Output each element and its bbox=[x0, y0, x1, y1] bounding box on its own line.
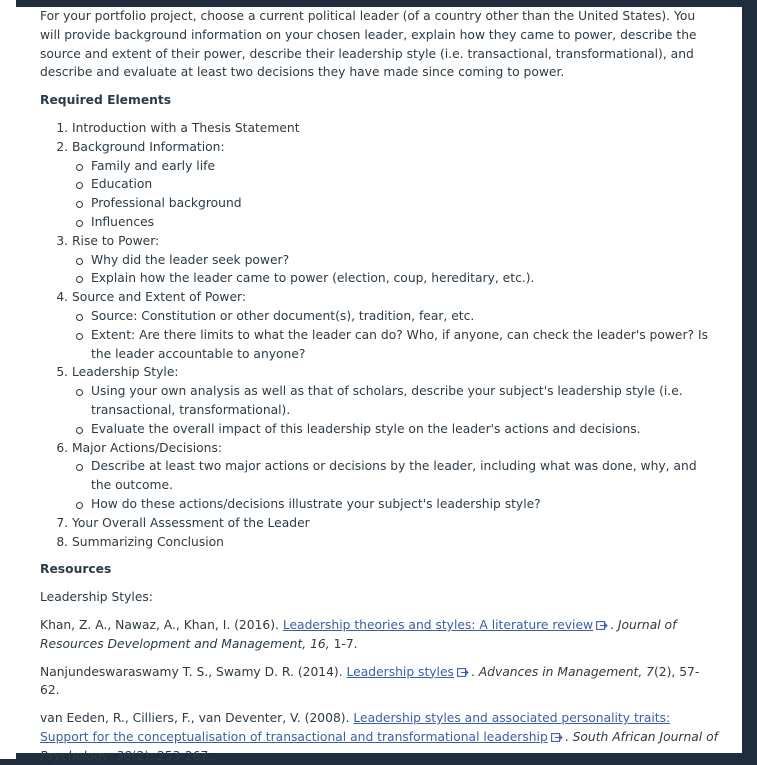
list-item: Extent: Are there limits to what the leader can do? Who, if anyone, can check the leader's power? Is the leader accountable to anyone? bbox=[91, 326, 718, 364]
list-item: 4. Source and Extent of Power: Source: Constitution or other document(s), tradition, fear, etc. Extent: Are there limits to what the leader can do? Who, if anyone, can check the leader's power? Is the leader accountable to anyone? bbox=[72, 288, 718, 363]
reference-khan: Khan, Z. A., Nawaz, A., Khan, I. (2016). Leadership theories and styles: A literature review . Journal of Resources Development and Management, 16, 1-7. bbox=[40, 617, 677, 651]
required-elements-list bbox=[40, 119, 718, 551]
external-link-icon[interactable] bbox=[596, 620, 608, 630]
external-link-icon[interactable] bbox=[551, 732, 563, 742]
external-link-icon[interactable] bbox=[457, 667, 469, 677]
list-item: 1. Introduction with a Thesis Statement bbox=[72, 119, 718, 138]
actions-sublist bbox=[72, 457, 718, 513]
list-item: Explain how the leader came to power (election, coup, hereditary, etc.). bbox=[91, 269, 718, 288]
list-item: Why did the leader seek power? bbox=[91, 251, 718, 270]
list-item: 2. Background Information: Family and early life Education Professional background Influences bbox=[72, 138, 718, 232]
reference-link-khan[interactable]: Leadership theories and styles: A literature review bbox=[282, 617, 594, 632]
background-sublist bbox=[72, 157, 718, 232]
list-item: Professional background bbox=[91, 194, 718, 213]
list-item: Education bbox=[91, 175, 718, 194]
assignment-content bbox=[16, 7, 742, 763]
reference-link-van-eeden[interactable]: Leadership styles and associated personality traits: Support for the conceptualisation of transactional and transformational leadership bbox=[40, 711, 671, 744]
list-item: 6. Major Actions/Decisions: Describe at least two major actions or decisions by the leader, including what was done, why, and the outcome. How do these actions/decisions illustrate your subject's leadership style? bbox=[72, 439, 718, 514]
left-margin bbox=[0, 0, 16, 759]
rise-sublist bbox=[72, 251, 718, 289]
reference-nanjundeswaraswamy: Nanjundeswaraswamy T. S., Swamy D. R. (2014). Leadership styles . Advances in Management, 7(2), 57-62. bbox=[40, 664, 700, 698]
list-item: 3. Rise to Power: Why did the leader seek power? Explain how the leader came to power (election, coup, hereditary, etc.). bbox=[72, 232, 718, 288]
list-item: How do these actions/decisions illustrate your subject's leadership style? bbox=[91, 495, 718, 514]
source-sublist bbox=[72, 307, 718, 363]
intro-paragraph: For your portfolio project, choose a current political leader (of a country other than the United States). You will provide background information on your chosen leader, explain how they came to power, describe the source and extent of their power, describe their leadership style (i.e. transactional, transformational), and describe and evaluate at least two decisions they have made since coming to power. bbox=[40, 9, 697, 80]
list-item: 5. Leadership Style: Using your own analysis as well as that of scholars, describe your subject's leadership style (i.e. transactional, transformational). Evaluate the overall impact of this leadership style on the leader's actions and decisions. bbox=[72, 363, 718, 438]
right-frame bbox=[742, 0, 757, 759]
list-item: Influences bbox=[91, 213, 718, 232]
list-item: Using your own analysis as well as that of scholars, describe your subject's leadership style (i.e. transactional, transformational). bbox=[91, 382, 718, 420]
style-sublist bbox=[72, 382, 718, 438]
top-frame bbox=[0, 0, 757, 7]
list-item: 8. Summarizing Conclusion bbox=[72, 533, 718, 552]
reference-link-nanjundeswaraswamy[interactable]: Leadership styles bbox=[346, 664, 454, 679]
resources-heading: Resources bbox=[40, 562, 112, 577]
list-item: Describe at least two major actions or decisions by the leader, including what was done, why, and the outcome. bbox=[91, 457, 718, 495]
required-elements-heading: Required Elements bbox=[40, 93, 172, 108]
list-item: Family and early life bbox=[91, 157, 718, 176]
list-item: Source: Constitution or other document(s), tradition, fear, etc. bbox=[91, 307, 718, 326]
list-item: Evaluate the overall impact of this leadership style on the leader's actions and decisions. bbox=[91, 420, 718, 439]
reference-van-eeden: van Eeden, R., Cilliers, F., van Deventer, V. (2008). Leadership styles and associated personality traits: Support for the conceptualisation of transactional and transformational leadership . South African Journal of Psychology, 38(2), 253-267. bbox=[40, 711, 718, 763]
list-item: 7. Your Overall Assessment of the Leader bbox=[72, 514, 718, 533]
leadership-styles-label: Leadership Styles: bbox=[40, 590, 153, 605]
